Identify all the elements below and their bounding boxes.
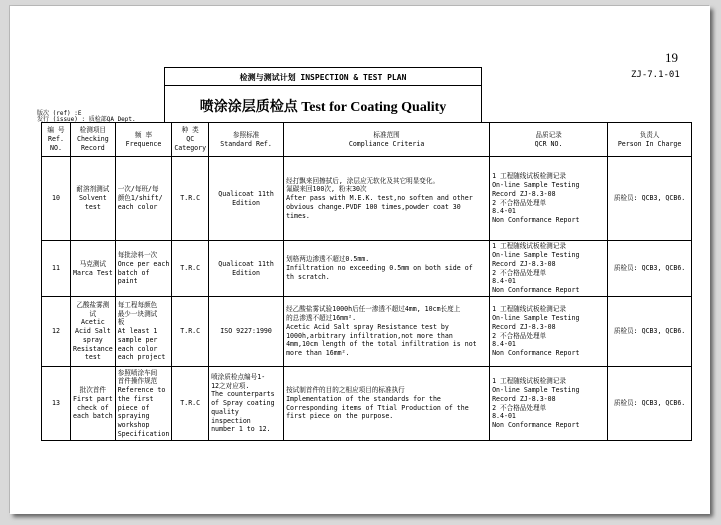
cell-line: Implementation of the standards for the [286, 394, 441, 403]
cell-line: piece of [117, 403, 150, 412]
cell-qcr-no [490, 241, 608, 297]
title-divider [165, 85, 481, 86]
cell-line: batch of paint [117, 268, 150, 286]
cell-line: Standard Ref. [220, 139, 272, 148]
cell-line: Record ZJ-8.3-08 [492, 394, 556, 403]
cell-line: Reference to [117, 386, 166, 395]
cell-line: 最少一块测试 [117, 309, 158, 318]
cell-line: Once per each [117, 259, 170, 268]
cell-line: NO. [50, 143, 62, 152]
cell-line: 2 不合格品处理单 [492, 268, 547, 277]
cell-line: Non Conformance Report [492, 420, 580, 429]
cell-line: 检测项目 [79, 126, 107, 135]
cell-line: 1 工程随线试板检测记录 [492, 305, 566, 314]
cell-line: 负责人 [639, 130, 660, 139]
cell-line: Solvent [78, 194, 107, 203]
cell-qc-category: T.R.C [172, 367, 209, 441]
cell-line: Record ZJ-8.3-08 [492, 322, 556, 331]
cell-line: 8.4-01 [492, 277, 516, 286]
table-row [42, 297, 692, 367]
cell-frequence [115, 297, 172, 367]
cell-line: On-line Sample Testing [492, 314, 580, 323]
cell-line: Qualicoat 11th [218, 259, 274, 268]
cell-line: number 1 to 12. [211, 425, 271, 434]
cell-qc-category: T.R.C [172, 241, 209, 297]
cell-person-in-charge: 质检员: QCB3, QCB6. [608, 157, 692, 241]
cell-line: 8.4-01 [492, 207, 516, 216]
cell-checking-record [71, 297, 116, 367]
cell-qcr-no [490, 297, 608, 367]
cell-line: First part [73, 394, 113, 403]
table-row [42, 157, 692, 241]
version-line: 版次 (ref) :E [37, 110, 82, 117]
cell-line: ISO 9227:1990 [220, 327, 272, 336]
cell-line: 首件操作规范 [117, 377, 158, 386]
cell-line: Specification [117, 429, 170, 438]
cell-line: 的总渗透不超过16mm². [286, 314, 357, 323]
cell-standard-ref [209, 297, 284, 367]
cell-line: 乙酸盐雾测 [76, 301, 110, 310]
cell-line: 2 不合格品处理单 [492, 403, 547, 412]
header-person-in-charge [608, 123, 692, 157]
cell-qc-category: T.R.C [172, 297, 209, 367]
cell-ref: 13 [42, 367, 71, 441]
cell-line: 频 率 [134, 130, 153, 139]
cell-frequence [115, 367, 172, 441]
cell-line: 品质记录 [535, 130, 562, 139]
cell-line: Checking [76, 135, 109, 144]
cell-line: 颜色1/shift/ [117, 194, 163, 203]
cell-line: Record ZJ-8.3-08 [492, 189, 556, 198]
cell-line: 标准范围 [373, 130, 400, 139]
cell-line: of Spray coating [211, 399, 275, 408]
table-header-row [42, 123, 692, 157]
cell-line: 种 类 [181, 126, 199, 135]
table-row [42, 241, 692, 297]
cell-line: 编 号 [47, 126, 65, 135]
cell-line: 8.4-01 [492, 412, 516, 421]
cell-line: Compliance Criteria [348, 139, 425, 148]
cell-line: 经乙酸盐雾试验1000h后任一渗透不超过4mm, 10cm长度上 [286, 305, 461, 314]
cell-line: Non Conformance Report [492, 215, 580, 224]
title-box [164, 67, 482, 122]
cell-ref: 11 [42, 241, 71, 297]
header-qcr-no [490, 123, 608, 157]
cell-compliance-criteria [284, 367, 490, 441]
cell-line: 耐溶剂测试 [76, 185, 110, 194]
cell-line: 喷涂质检点编号1- [211, 373, 266, 382]
cell-line: Acetic [80, 318, 105, 327]
cell-line: 2 不合格品处理单 [492, 331, 547, 340]
cell-line: Record [80, 143, 105, 152]
cell-line: Acetic Acid Salt spray Resistance test by [286, 322, 449, 331]
plan-title: 检测与测试计划 INSPECTION & TEST PLAN [239, 73, 407, 82]
cell-line: 1000h,arbitrary infiltration,not more than [286, 331, 453, 340]
cell-line: On-line Sample Testing [492, 386, 580, 395]
cell-compliance-criteria [284, 297, 490, 367]
cell-line: After pass with M.E.K. test,no soften and other [286, 194, 473, 203]
cell-line: Non Conformance Report [492, 285, 580, 294]
cell-line: Acid Salt [74, 327, 111, 336]
header-qc-category [172, 123, 209, 157]
cell-line: 每工程每颜色 [117, 301, 158, 310]
cell-qc-category: T.R.C [172, 157, 209, 241]
cell-line: 4mm,10cm length of the total infiltration is not [286, 340, 477, 349]
cell-line: 参照喷涂车间 [117, 368, 158, 377]
cell-line: 1 工程随线试板检测记录 [492, 172, 566, 181]
cell-compliance-criteria [284, 241, 490, 297]
cell-line: 1 工程随线试板检测记录 [492, 377, 566, 386]
header-frequence [115, 123, 172, 157]
cell-line: 参照标准 [232, 130, 260, 139]
cell-standard-ref [209, 157, 284, 241]
cell-frequence [115, 241, 172, 297]
cell-line: On-line Sample Testing [492, 251, 580, 260]
cell-line: Frequence [125, 139, 162, 148]
cell-line: Ref. [48, 135, 64, 144]
cell-line: On-line Sample Testing [492, 181, 580, 190]
cell-qcr-no [490, 157, 608, 241]
cell-line: each batch [73, 412, 113, 421]
cell-line: each color [117, 344, 158, 353]
cell-line: 12之对应项. [211, 381, 250, 390]
cell-frequence [115, 157, 172, 241]
cell-line: Qualicoat 11th [218, 189, 274, 198]
header-ref [42, 123, 71, 157]
cell-line: Category [174, 143, 207, 152]
cell-line: sample per [117, 335, 158, 344]
cell-line: Corresponding items of Ttial Production of the [286, 403, 469, 412]
cell-line: 8.4-01 [492, 340, 516, 349]
cell-line: 马克测试 [79, 259, 107, 268]
inspection-table [41, 122, 692, 441]
cell-line: 批次首件 [79, 386, 107, 395]
cell-line: 板 [117, 318, 125, 327]
cell-line: first piece on the purpose. [286, 412, 394, 421]
cell-line: Resistance [73, 344, 113, 353]
page-number: 19 [665, 50, 678, 65]
cell-line: QC [186, 135, 195, 144]
cell-person-in-charge: 质检员: QCB3, QCB6. [608, 367, 692, 441]
cell-person-in-charge: 质检员: QCB3, QCB6. [608, 297, 692, 367]
cell-line: obvious change.PVDF 100 times,powder coat 30 [286, 202, 461, 211]
cell-line: Marca Test [73, 268, 113, 277]
cell-line: 1 工程随线试板检测记录 [492, 242, 566, 251]
cell-line: Person In Charge [617, 139, 682, 148]
cell-line: 试 [89, 309, 97, 318]
cell-line: spray [82, 335, 103, 344]
cell-line: Non Conformance Report [492, 348, 580, 357]
document-number: ZJ-7.1-01 [631, 70, 680, 80]
table-row [42, 367, 692, 441]
cell-line: each project [117, 353, 166, 362]
cell-line: 每批涂料一次 [117, 251, 158, 260]
cell-line: th scratch. [286, 272, 330, 281]
cell-checking-record [71, 157, 116, 241]
cell-person-in-charge: 质检员: QCB3, QCB6. [608, 241, 692, 297]
cell-line: workshop [117, 420, 150, 429]
main-title: 喷涂涂层质检点 Test for Coating Quality [199, 100, 447, 115]
cell-line: The counterparts [211, 390, 275, 399]
cell-line: 2 不合格品处理单 [492, 198, 547, 207]
header-standard-ref [209, 123, 284, 157]
cell-compliance-criteria [284, 157, 490, 241]
cell-line: quality inspection [211, 407, 251, 425]
cell-line: 氟碳来回100次, 粉末30次 [286, 185, 367, 194]
cell-standard-ref [209, 241, 284, 297]
cell-line: 一次/每班/每 [117, 185, 159, 194]
cell-line: spraying [117, 412, 150, 421]
cell-line: test [84, 353, 101, 362]
cell-line: more than 16mm². [286, 348, 350, 357]
cell-line: Record ZJ-8.3-08 [492, 259, 556, 268]
cell-line: 经打飘来回擦拭后, 涂层应无软化及其它明显变化。 [286, 176, 440, 185]
header-checking-record [71, 123, 116, 157]
cell-checking-record [71, 367, 116, 441]
cell-ref: 10 [42, 157, 71, 241]
cell-qcr-no [490, 367, 608, 441]
cell-line: 按试制首件的目的之相应项目的标准执行 [286, 386, 405, 395]
cell-line: check of [76, 403, 109, 412]
cell-line: Infiltration no exceeding 0.5mm on both side of [286, 264, 473, 273]
cell-line: each color [117, 202, 158, 211]
header-compliance-criteria [284, 123, 490, 157]
issue-line: 发行 (issue) : 质检部QA Dept. [37, 116, 136, 123]
cell-checking-record [71, 241, 116, 297]
cell-line: the first [117, 394, 154, 403]
cell-line: Edition [232, 268, 260, 277]
cell-standard-ref [209, 367, 284, 441]
cell-ref: 12 [42, 297, 71, 367]
cell-line: 划格两边渗透不超过0.5mm. [286, 255, 370, 264]
cell-line: times. [286, 211, 310, 220]
cell-line: At least 1 [117, 327, 158, 336]
cell-line: test [84, 202, 101, 211]
cell-line: QCR NO. [534, 139, 563, 148]
cell-line: Edition [232, 198, 260, 207]
